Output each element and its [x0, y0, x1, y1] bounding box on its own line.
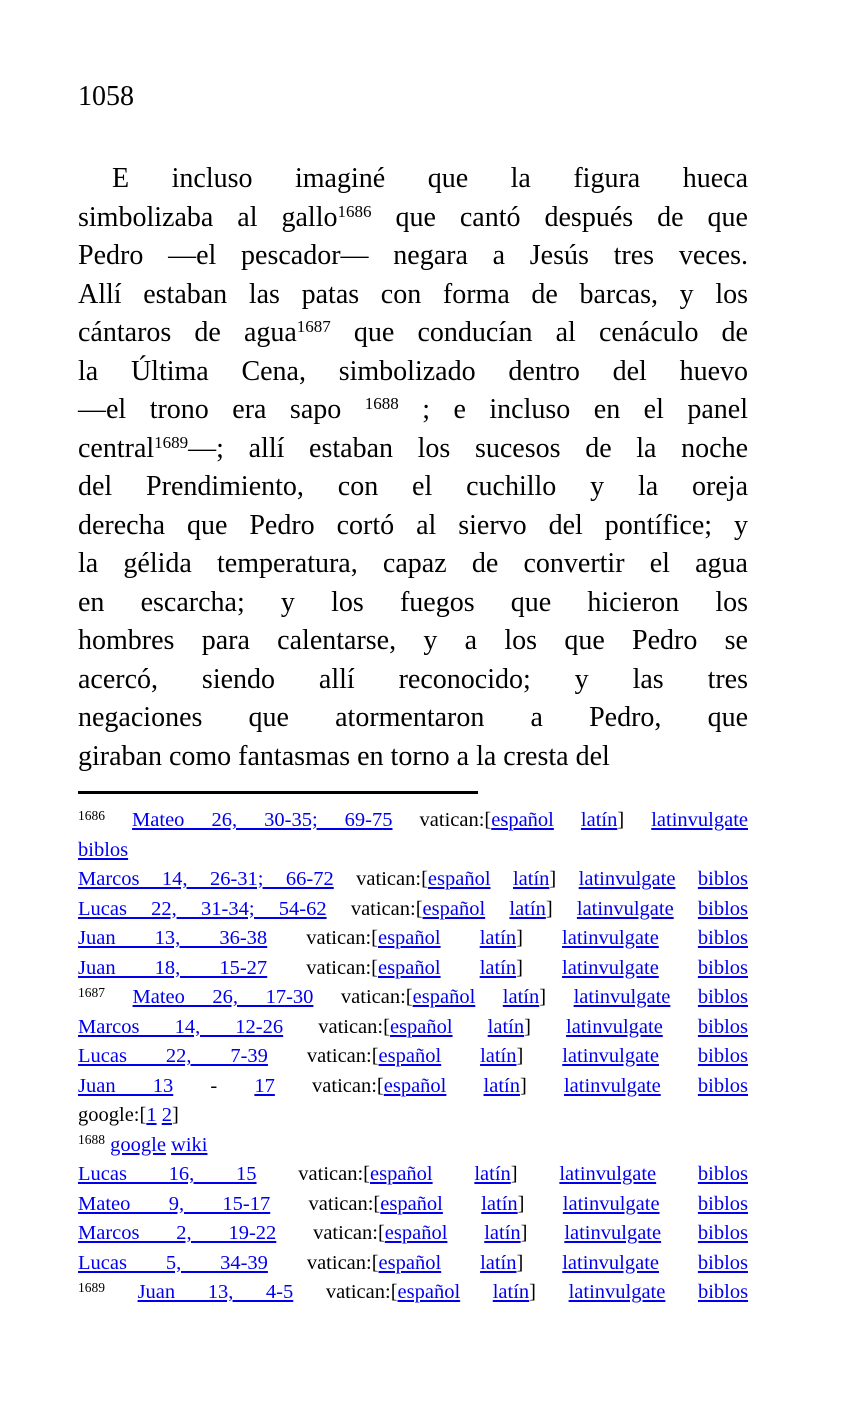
text-run: en escarcha; y los fuegos que hicieron los: [78, 586, 748, 618]
footnote-link[interactable]: latín: [483, 1074, 520, 1097]
footnote-link[interactable]: biblos: [697, 1045, 749, 1067]
footnote-link[interactable]: Mateo 9, 15-17: [78, 1192, 271, 1215]
text-run: [443, 1193, 481, 1215]
text-run: E incluso imaginé que la figura hueca: [112, 163, 748, 194]
text-run: que conducían al cenáculo de: [330, 317, 748, 348]
footnote-line: [78, 865, 748, 895]
footnote-link[interactable]: español: [397, 1281, 461, 1303]
text-run: ]: [520, 1222, 565, 1244]
footnote-link[interactable]: latín: [481, 1192, 518, 1215]
footnote-line: [78, 1101, 748, 1131]
footnote-link[interactable]: latín: [480, 1251, 517, 1274]
body-line: [78, 237, 748, 276]
footnote-link[interactable]: español: [380, 1192, 443, 1215]
body-line: [78, 314, 748, 353]
text-run: derecha que Pedro cortó al siervo del pontífice; y: [78, 509, 748, 541]
body-line: [78, 622, 748, 661]
footnote-link[interactable]: latín: [480, 1045, 517, 1067]
text-run: ]: [549, 868, 579, 890]
footnote-link[interactable]: latinvulgate: [562, 1045, 659, 1067]
text-run: Pedro —el pescador— negara a Jesús tres veces.: [78, 240, 748, 271]
text-run: ]: [517, 1192, 563, 1215]
text-run: ]: [524, 1015, 567, 1038]
text-run: [105, 1281, 138, 1303]
footnote-line: [78, 806, 748, 836]
footnote-link[interactable]: latinvulgate: [651, 809, 749, 831]
footnote-link[interactable]: español: [370, 1163, 433, 1185]
text-run: vatican:[: [293, 1281, 398, 1303]
text-run: [660, 1193, 698, 1215]
text-run: [441, 927, 480, 949]
footnote-link[interactable]: Juan 18, 15-27: [78, 956, 268, 979]
footnote-link[interactable]: español: [422, 897, 486, 920]
footnote-marker: 1689: [78, 1279, 105, 1295]
footnote-link[interactable]: latín: [509, 897, 546, 920]
footnote-link[interactable]: latinvulgate: [566, 1015, 663, 1038]
footnote-link[interactable]: latinvulgate: [562, 1251, 659, 1274]
text-run: [675, 868, 697, 890]
text-run: vatican:[: [326, 897, 423, 920]
footnote-link[interactable]: español: [377, 956, 441, 979]
footnote-line: [78, 954, 748, 984]
footnote-link[interactable]: biblos: [697, 897, 749, 920]
page-number: 1058: [78, 81, 134, 112]
text-run: vatican:[: [276, 1222, 385, 1244]
text-run: cántaros de agua: [78, 317, 297, 348]
text-run: que cantó después de que: [371, 201, 748, 233]
footnote-link[interactable]: biblos: [78, 838, 129, 861]
text-run: [441, 1252, 480, 1274]
footnote-link[interactable]: biblos: [697, 1281, 749, 1303]
footnote-link[interactable]: latín: [479, 956, 517, 979]
footnote-link[interactable]: Marcos 14, 26-31; 66-72: [78, 868, 334, 890]
footnote-ref: 1686: [337, 201, 372, 221]
footnote-link[interactable]: español: [427, 868, 491, 890]
footnote-link[interactable]: latinvulgate: [573, 986, 671, 1008]
footnote-link[interactable]: latinvulgate: [562, 956, 659, 979]
text-run: [661, 1075, 698, 1097]
text-run: ]: [617, 809, 652, 831]
footnote-link[interactable]: Juan 13, 36-38: [78, 927, 268, 949]
footnote-link[interactable]: biblos: [697, 1074, 749, 1097]
text-run: vatican:[: [283, 1015, 390, 1038]
body-line: [78, 199, 748, 238]
footnote-link[interactable]: biblos: [697, 1015, 749, 1038]
footnote-line: [78, 1042, 748, 1072]
footnote-line: [78, 924, 748, 954]
footnote-link[interactable]: latinvulgate: [562, 1192, 660, 1215]
text-run: negaciones que atormentaron a Pedro, que: [78, 702, 748, 733]
footnote-line: [78, 1013, 748, 1043]
text-run: [659, 957, 698, 979]
text-run: vatican:[: [333, 868, 428, 890]
footnote-link[interactable]: latinvulgate: [559, 1163, 657, 1185]
text-run: [447, 1222, 484, 1244]
footnote-link[interactable]: biblos: [697, 1163, 748, 1185]
text-run: —el trono era sapo: [78, 394, 365, 425]
footnote-link[interactable]: google: [110, 1133, 166, 1156]
body-line: [78, 430, 748, 469]
footnote-link[interactable]: latinvulgate: [568, 1281, 666, 1303]
text-run: google:[: [78, 1104, 147, 1126]
body-line: [78, 276, 748, 315]
body-line: [78, 699, 748, 738]
body-line: [78, 468, 748, 507]
footnote-link[interactable]: latín: [487, 1015, 525, 1038]
footnote-line: [78, 836, 748, 866]
footnote-block: [78, 806, 748, 1308]
footnote-marker: 1686: [78, 807, 105, 823]
text-run: ]: [545, 897, 577, 920]
footnote-link[interactable]: latín: [484, 1222, 521, 1244]
footnote-link[interactable]: latín: [492, 1281, 530, 1303]
text-run: ]: [529, 1281, 569, 1303]
text-run: ]: [171, 1104, 179, 1126]
body-line: [78, 584, 748, 623]
body-line: [78, 661, 748, 700]
text-run: [446, 1075, 483, 1097]
text-run: -: [173, 1074, 255, 1097]
footnote-link[interactable]: latinvulgate: [564, 1222, 662, 1244]
text-run: [491, 868, 513, 890]
footnote-line: [78, 1131, 748, 1161]
text-run: vatican:[: [313, 986, 413, 1008]
text-run: [105, 809, 132, 831]
footnote-link[interactable]: biblos: [697, 1251, 749, 1274]
text-run: vatican:[: [256, 1163, 370, 1185]
footnote-link[interactable]: biblos: [697, 927, 749, 949]
footnote-link[interactable]: latín: [479, 927, 517, 949]
footnote-link[interactable]: Marcos 14, 12-26: [78, 1015, 284, 1038]
text-run: [656, 1163, 698, 1185]
footnote-link[interactable]: biblos: [697, 986, 749, 1008]
footnote-link[interactable]: latinvulgate: [562, 927, 659, 949]
footnote-line: [78, 1249, 748, 1279]
text-run: [441, 1045, 480, 1067]
footnote-link[interactable]: Juan 13: [78, 1074, 174, 1097]
text-run: giraban como fantasmas en torno a la cresta del: [78, 740, 610, 772]
footnote-ref: 1689: [154, 432, 189, 452]
text-run: hombres para calentarse, y a los que Pedro se: [78, 625, 748, 656]
footnote-link[interactable]: latín: [580, 809, 618, 831]
footnote-link[interactable]: Lucas 16, 15: [78, 1163, 257, 1185]
footnote-line: [78, 1190, 748, 1220]
footnote-link[interactable]: latín: [474, 1163, 511, 1185]
footnote-link[interactable]: Lucas 5, 34-39: [78, 1251, 268, 1274]
text-run: vatican:[: [267, 1251, 379, 1274]
text-run: [659, 927, 698, 949]
text-run: [433, 1163, 475, 1185]
text-run: ]: [519, 1074, 564, 1097]
text-run: vatican:[: [270, 1192, 381, 1215]
footnote-link[interactable]: español: [378, 1045, 442, 1067]
footnote-separator: [78, 791, 478, 794]
text-run: acercó, siendo allí reconocido; y las tres: [78, 663, 748, 695]
footnote-link[interactable]: latinvulgate: [576, 897, 674, 920]
body-line: [78, 545, 748, 584]
text-run: simbolizaba al gallo: [78, 201, 338, 233]
text-run: ]: [516, 1251, 563, 1274]
footnote-link[interactable]: latín: [512, 868, 550, 890]
footnote-line: [78, 895, 748, 925]
footnote-link[interactable]: español: [383, 1074, 447, 1097]
text-run: ; e incluso en el panel: [398, 394, 748, 425]
text-run: ]: [516, 1045, 563, 1067]
footnote-link[interactable]: biblos: [697, 956, 749, 979]
footnote-link[interactable]: biblos: [697, 868, 749, 890]
body-line: [78, 507, 748, 546]
footnote-link[interactable]: español: [491, 809, 554, 831]
text-run: la gélida temperatura, capaz de convertir el agua: [78, 548, 748, 579]
text-run: [674, 898, 698, 920]
text-run: [441, 957, 480, 979]
footnote-line: [78, 1160, 748, 1190]
text-run: [661, 1222, 698, 1244]
text-run: vatican:[: [392, 809, 492, 831]
text-run: del Prendimiento, con el cuchillo y la oreja: [78, 471, 748, 502]
text-run: —; allí estaban los sucesos de la noche: [188, 432, 748, 464]
text-run: la Última Cena, simbolizado dentro del huevo: [78, 355, 748, 387]
body-line: [78, 353, 748, 392]
footnote-ref: 1688: [364, 394, 399, 413]
footnote-line: [78, 1278, 748, 1308]
footnote-link[interactable]: español: [378, 1251, 442, 1274]
footnote-line: [78, 983, 748, 1013]
text-run: [554, 809, 581, 831]
text-run: [659, 1252, 698, 1274]
footnote-link[interactable]: wiki: [171, 1133, 208, 1156]
footnote-link[interactable]: 1: [146, 1104, 157, 1126]
text-run: [460, 1281, 493, 1303]
footnote-link[interactable]: Lucas 22, 31-34; 54-62: [78, 897, 327, 920]
footnote-link[interactable]: latinvulgate: [578, 868, 676, 890]
body-line: [78, 738, 748, 777]
body-line: [78, 160, 748, 199]
footnote-link[interactable]: español: [412, 986, 476, 1008]
footnote-link[interactable]: biblos: [697, 1222, 749, 1244]
footnote-link[interactable]: español: [389, 1015, 453, 1038]
footnote-link[interactable]: español: [377, 927, 441, 949]
footnote-link[interactable]: Mateo 26, 30-35; 69-75: [132, 809, 393, 831]
footnote-ref: 1687: [296, 317, 331, 336]
text-run: [485, 898, 509, 920]
footnote-marker: 1688: [78, 1132, 105, 1147]
footnote-line: [78, 1219, 748, 1249]
text-run: [453, 1016, 488, 1038]
body-paragraph: [78, 160, 748, 776]
text-run: ]: [516, 927, 563, 949]
footnote-marker: 1687: [78, 984, 105, 1000]
footnote-link[interactable]: español: [384, 1222, 448, 1244]
text-run: [475, 986, 503, 1008]
text-run: [105, 986, 133, 1008]
text-run: [665, 1281, 698, 1303]
text-run: ]: [510, 1163, 560, 1185]
footnote-link[interactable]: Marcos 2, 19-22: [78, 1222, 277, 1244]
text-run: ]: [539, 986, 574, 1008]
footnote-link[interactable]: Juan 13, 4-5: [137, 1281, 294, 1303]
footnote-link[interactable]: 17: [254, 1074, 275, 1097]
footnote-link[interactable]: biblos: [697, 1192, 749, 1215]
text-run: [663, 1016, 698, 1038]
text-run: vatican:[: [274, 1074, 384, 1097]
footnote-link[interactable]: 2: [161, 1104, 172, 1126]
text-run: [670, 986, 698, 1008]
text-run: vatican:[: [267, 1045, 379, 1067]
footnote-line: [78, 1072, 748, 1102]
body-line: [78, 391, 748, 430]
text-run: vatican:[: [267, 927, 378, 949]
footnote-link[interactable]: Lucas 22, 7-39: [78, 1045, 268, 1067]
footnote-link[interactable]: latín: [502, 986, 540, 1008]
text-run: vatican:[: [267, 956, 378, 979]
text-run: central: [78, 432, 155, 464]
text-run: ]: [516, 956, 563, 979]
text-run: [659, 1045, 698, 1067]
text-run: Allí estaban las patas con forma de barcas, y los: [78, 278, 748, 310]
footnote-link[interactable]: Mateo 26, 17-30: [132, 986, 314, 1008]
footnote-link[interactable]: latinvulgate: [563, 1074, 661, 1097]
